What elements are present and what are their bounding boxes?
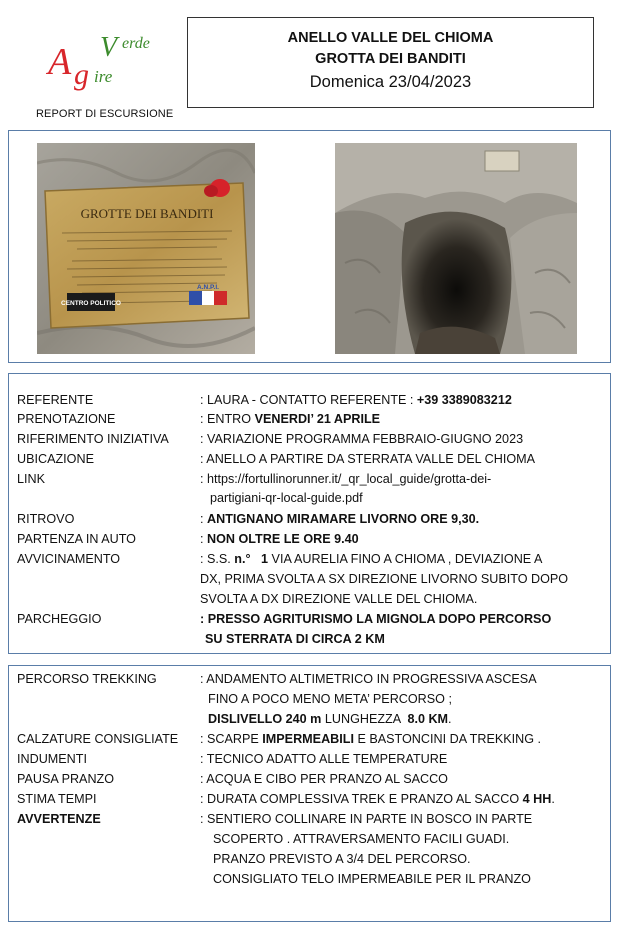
logo-letter-v: V xyxy=(100,32,118,63)
prenotazione-label: PRENOTAZIONE xyxy=(17,412,116,426)
avvertenze-line-2: SCOPERTO . ATTRAVERSAMENTO FACILI GUADI. xyxy=(213,832,510,846)
info-box xyxy=(8,373,611,654)
avvertenze-label: AVVERTENZE xyxy=(17,812,101,826)
stima-prefix: : DURATA COMPLESSIVA TREK E PRANZO AL SACCO xyxy=(200,792,523,806)
ubicazione-label: UBICAZIONE xyxy=(17,452,94,466)
link-line-1[interactable]: : https://fortullinorunner.it/_qr_local_guide/grotta-dei- xyxy=(200,472,492,486)
badge-left-text: CENTRO POLITICO xyxy=(61,300,121,307)
link-label: LINK xyxy=(17,472,45,486)
pausa-value: : ACQUA E CIBO PER PRANZO AL SACCO xyxy=(200,772,448,786)
cave-photo xyxy=(335,143,577,354)
photo-box xyxy=(8,130,611,363)
partenza-value: NON OLTRE LE ORE 9.40 xyxy=(207,532,359,546)
title-line-2: GROTTA DEI BANDITI xyxy=(315,51,466,67)
percorso-label: PERCORSO TREKKING xyxy=(17,672,157,686)
parcheggio-label: PARCHEGGIO xyxy=(17,612,102,626)
stima-label: STIMA TEMPI xyxy=(17,792,97,806)
logo-letter-g: g xyxy=(74,58,89,91)
ubicazione-value: : ANELLO A PARTIRE DA STERRATA VALLE DEL CHIOMA xyxy=(200,452,536,466)
indumenti-label: INDUMENTI xyxy=(17,752,87,766)
avv-line1-bold2: 1 xyxy=(261,552,269,566)
partenza-prefix: : xyxy=(200,532,207,546)
lunghezza-label: LUNGHEZZA xyxy=(321,712,408,726)
calzature-rest: E BASTONCINI DA TREKKING . xyxy=(353,732,542,746)
badge-right-text: A.N.P.I. xyxy=(197,284,219,291)
avvicinamento-line-2: DX, PRIMA SVOLTA A SX DIREZIONE LIVORNO SUBITO DOPO xyxy=(200,572,569,586)
trek-box xyxy=(8,665,611,922)
logo-letter-a: A xyxy=(48,41,72,83)
prenotazione-deadline: VENERDI’ 21 APRILE xyxy=(254,412,381,426)
avv-line1-bold1: n.° xyxy=(234,552,251,566)
parcheggio-line-1: : PRESSO AGRITURISMO LA MIGNOLA DOPO PERCORSO xyxy=(200,612,552,626)
logo-word-ire: ire xyxy=(94,67,113,86)
pausa-label: PAUSA PRANZO xyxy=(17,772,115,786)
avv-line1-prefix: : S.S. xyxy=(200,552,235,566)
dislivello-value: DISLIVELLO 240 m xyxy=(208,712,322,726)
avv-line1-space xyxy=(251,552,262,566)
prenotazione-prefix: : ENTRO xyxy=(200,412,255,426)
agvire-logo xyxy=(40,26,180,96)
indumenti-value: : TECNICO ADATTO ALLE TEMPERATURE xyxy=(200,752,448,766)
avv-line1-rest: VIA AURELIA FINO A CHIOMA , DEVIAZIONE A xyxy=(268,552,543,566)
avvicinamento-line-3: SVOLTA A DX DIREZIONE VALLE DEL CHIOMA. xyxy=(200,592,478,606)
partenza-label: PARTENZA IN AUTO xyxy=(17,532,136,546)
calzature-label: CALZATURE CONSIGLIATE xyxy=(17,732,179,746)
referente-label: REFERENTE xyxy=(17,393,94,407)
avvertenze-line-1: : SENTIERO COLLINARE IN PARTE IN BOSCO IN PARTE xyxy=(200,812,533,826)
report-subtitle: REPORT DI ESCURSIONE xyxy=(36,108,174,120)
lunghezza-value: 8.0 KM xyxy=(407,712,449,726)
avvertenze-line-4: CONSIGLIATO TELO IMPERMEABILE PER IL PRANZO xyxy=(213,872,531,886)
parcheggio-line-2: SU STERRATA DI CIRCA 2 KM xyxy=(205,632,385,646)
ritrovo-label: RITROVO xyxy=(17,512,75,526)
riferimento-value: : VARIAZIONE PROGRAMMA FEBBRAIO-GIUGNO 2023 xyxy=(200,432,524,446)
calzature-bold: IMPERMEABILI xyxy=(262,732,354,746)
referente-phone: +39 3389083212 xyxy=(416,393,512,407)
stima-end: . xyxy=(551,792,555,806)
link-line-2[interactable]: partigiani-qr-local-guide.pdf xyxy=(210,491,363,505)
logo-word-erde: erde xyxy=(122,35,150,52)
avvertenze-line-3: PRANZO PREVISTO A 3/4 DEL PERCORSO. xyxy=(213,852,471,866)
excursion-date: Domenica 23/04/2023 xyxy=(309,73,472,91)
calzature-prefix: : SCARPE xyxy=(200,732,263,746)
ritrovo-prefix: : xyxy=(200,512,207,526)
referente-value: : LAURA - CONTATTO REFERENTE : xyxy=(200,393,417,407)
plaque-title: GROTTE DEI BANDITI xyxy=(80,206,214,221)
title-line-1: ANELLO VALLE DEL CHIOMA xyxy=(287,30,494,46)
riferimento-label: RIFERIMENTO INIZIATIVA xyxy=(17,432,169,446)
lunghezza-end: . xyxy=(448,712,452,726)
stima-value: 4 HH xyxy=(522,792,552,806)
percorso-line-2: FINO A POCO MENO META’ PERCORSO ; xyxy=(208,692,452,706)
title-box xyxy=(187,17,594,108)
ritrovo-value: ANTIGNANO MIRAMARE LIVORNO ORE 9,30. xyxy=(207,512,480,526)
avvicinamento-label: AVVICINAMENTO xyxy=(17,552,121,566)
percorso-line-1: : ANDAMENTO ALTIMETRICO IN PROGRESSIVA ASCESA xyxy=(200,672,537,686)
plaque-photo xyxy=(37,143,255,354)
